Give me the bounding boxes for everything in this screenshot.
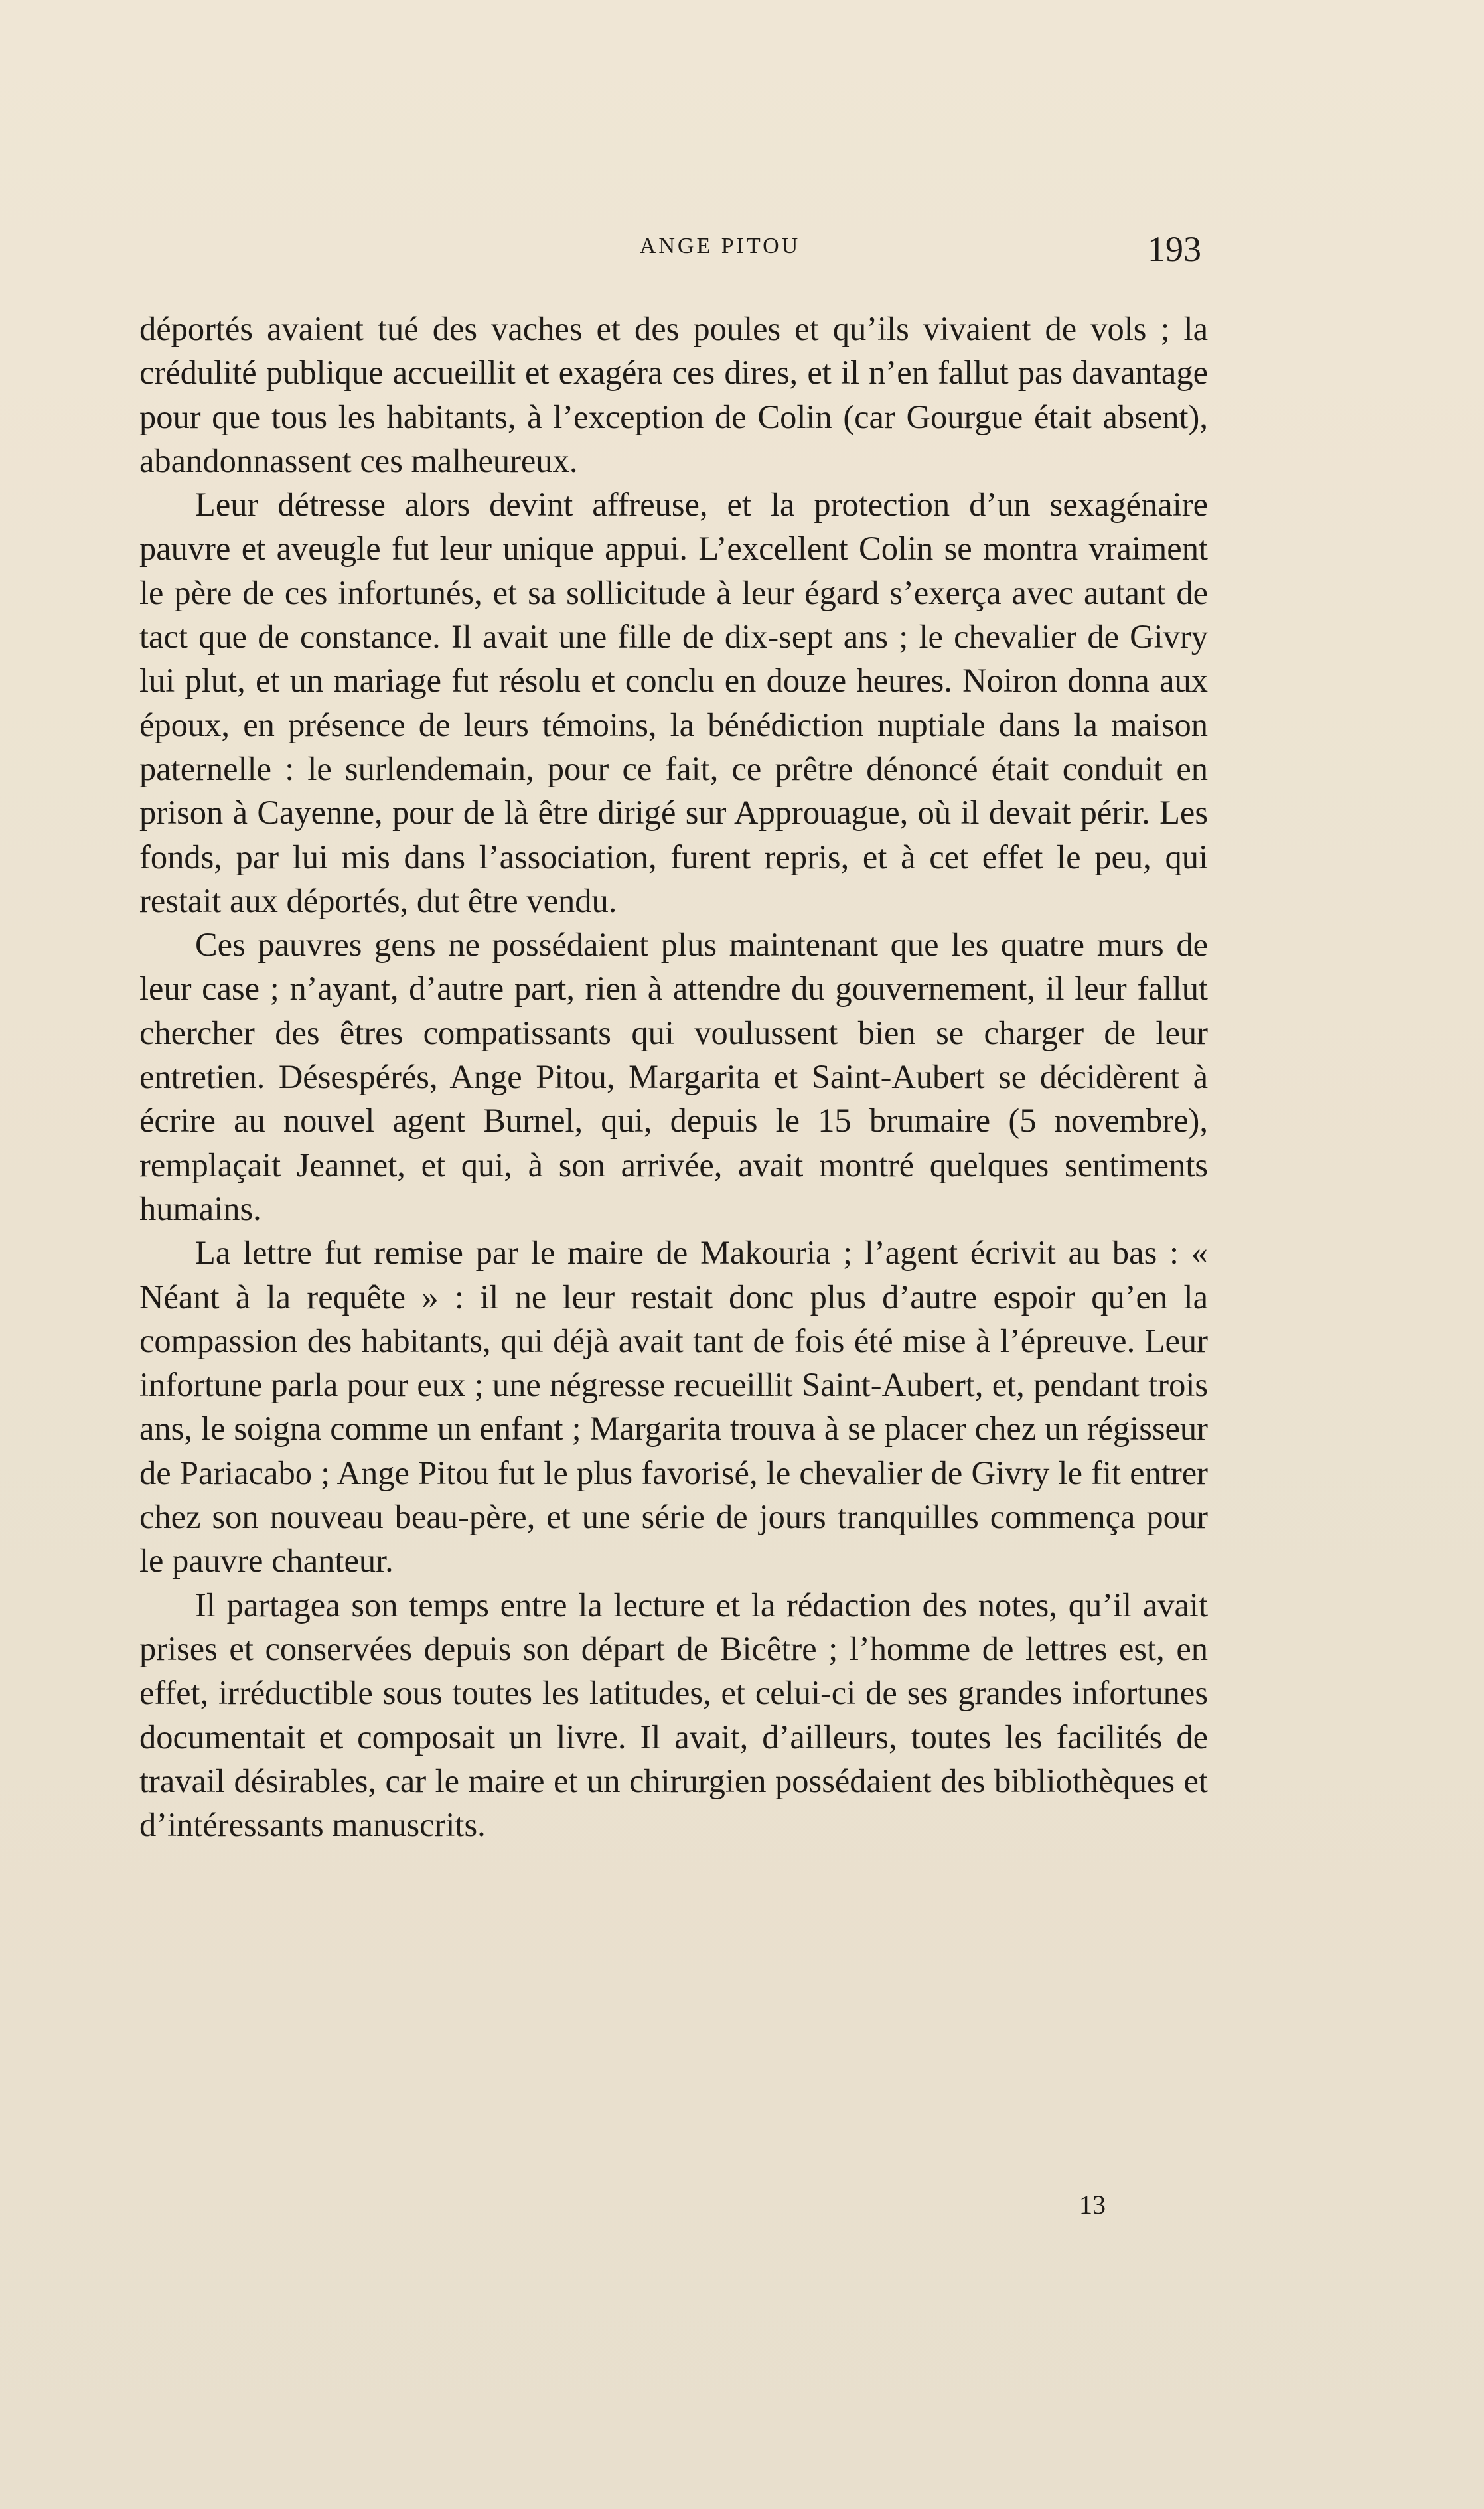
page-number: 193 [1148, 229, 1201, 269]
signature-mark: 13 [1079, 2190, 1106, 2220]
body-text [139, 307, 1208, 1847]
paragraph-5: Il partagea son temps entre la lecture et la rédaction des notes, qu’il avait prises et conservées depuis son départ de Bicêtre ; l’homme de lettres est, en effet, irréductible sous toutes les latitudes, et celui-ci de ses grandes infortunes documentait et composait un livre. Il avait, d’ailleurs, toutes les facilités de travail désirables, car le maire et un chirurgien possédaient des bibliothèques et d’intéressants manuscrits. [139, 1586, 1208, 1844]
paragraph-4: La lettre fut remise par le maire de Makouria ; l’agent écrivit au bas : « Néant à la requête » : il ne leur restait donc plus d’autre espoir qu’en la compassion des habitants, qui déjà avait tant de fois été mise à l’épreuve. Leur infortune parla pour eux ; une négresse recueillit Saint-Aubert, et, pendant trois ans, le soigna comme un enfant ; Margarita trouva à se placer chez un régisseur de Pariacabo ; Ange Pitou fut le plus favorisé, le chevalier de Givry le fit entrer chez son nouveau beau-père, et une série de jours tranquilles commença pour le pauvre chanteur. [139, 1234, 1208, 1580]
paragraph-1: déportés avaient tué des vaches et des poules et qu’ils vivaient de vols ; la crédulité publique accueillit et exagéra ces dires, et il n’en fallut pas davantage pour que tous les habitants, à l’exception de Colin (car Gourgue était absent), abandonnassent ces malheureux. [139, 310, 1208, 479]
paragraph-2: Leur détresse alors devint affreuse, et la protection d’un sexagénaire pauvre et aveugle fut leur unique appui. L’excellent Colin se montra vraiment le père de ces infortunés, et sa sollicitude à leur égard s’exerça avec autant de tact que de constance. Il avait une fille de dix-sept ans ; le chevalier de Givry lui plut, et un mariage fut résolu et conclu en douze heures. Noiron donna aux époux, en présence de leurs témoins, la bénédiction nuptiale dans la maison paternelle : le surlendemain, pour ce fait, ce prêtre dénoncé était conduit en prison à Cayenne, pour de là être dirigé sur Approuague, où il devait périr. Les fonds, par lui mis dans l’association, furent repris, et à cet effet le peu, qui restait aux déportés, dut être vendu. [139, 486, 1208, 919]
page-header [139, 229, 1201, 273]
paragraph-3: Ces pauvres gens ne possédaient plus maintenant que les quatre murs de leur case ; n’ayant, d’autre part, rien à attendre du gouvernement, il leur fallut chercher des êtres compatissants qui voulussent bien se charger de leur entretien. Désespérés, Ange Pitou, Margarita et Saint-Aubert se décidèrent à écrire au nouvel agent Burnel, qui, depuis le 15 brumaire (5 novembre), remplaçait Jeannet, et qui, à son arrivée, avait montré quelques sentiments humains. [139, 926, 1208, 1227]
running-title: ANGE PITOU [639, 234, 801, 258]
